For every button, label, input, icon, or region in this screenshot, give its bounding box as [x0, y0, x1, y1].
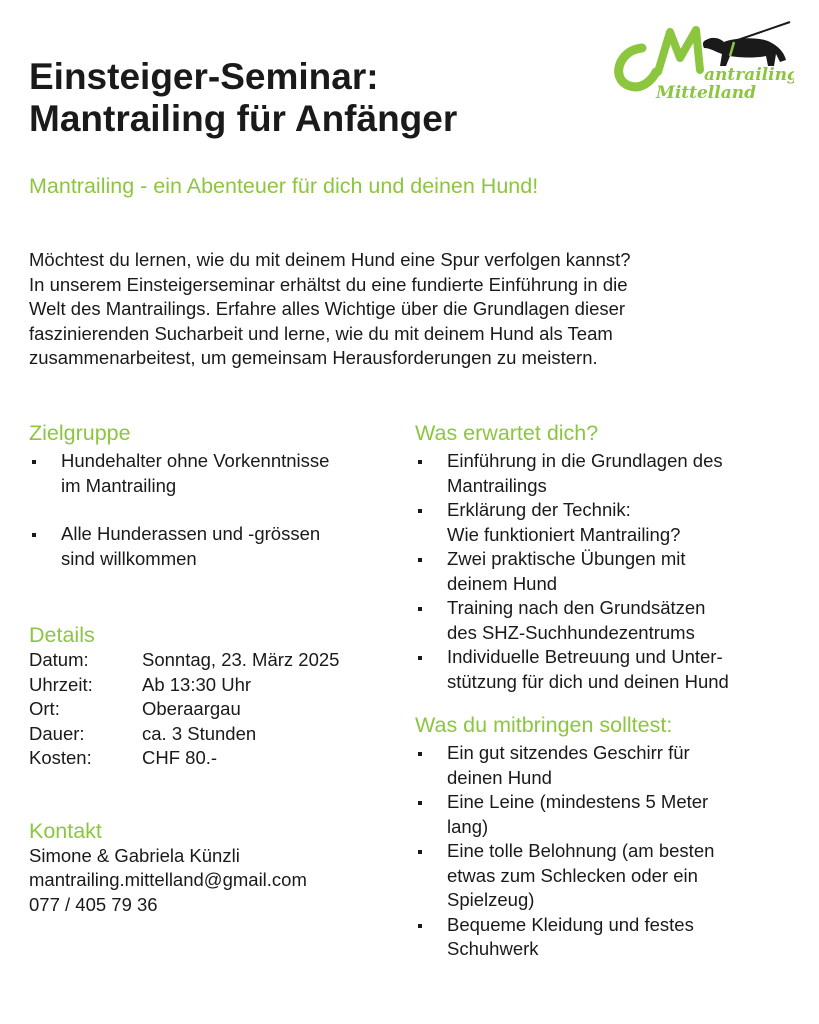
svg-text:Mittelland: Mittelland [656, 83, 756, 102]
list-item-line: Alle Hunderassen und -grössen [61, 523, 321, 544]
list-item-line: Spielzeug) [447, 889, 535, 910]
detail-value: Sonntag, 23. März 2025 [142, 649, 340, 670]
details-heading: Details [29, 623, 95, 647]
mitbringen-heading: Was du mitbringen solltest: [415, 713, 673, 737]
contact-phone[interactable]: 077 / 405 79 36 [29, 893, 158, 915]
list-item-line: des SHZ-Suchhundezentrums [447, 621, 695, 643]
list-item-line: Erklärung der Technik: [447, 499, 631, 520]
list-item [415, 741, 795, 790]
list-item-line: etwas zum Schlecken oder ein [447, 864, 698, 886]
detail-value: ca. 3 Stunden [142, 722, 257, 744]
erwartet-list [415, 449, 795, 694]
list-item-line: deinen Hund [447, 766, 552, 788]
intro-line: faszinierenden Sucharbeit und lerne, wie du mit deinem Hund als Team [29, 322, 613, 344]
table-row [29, 648, 339, 673]
detail-value: CHF 80.- [142, 747, 218, 768]
mantrailing-logo-icon [608, 18, 794, 102]
list-item [415, 790, 795, 839]
table-row [29, 673, 339, 698]
list-item [415, 596, 795, 645]
details-table [29, 648, 339, 771]
intro-line: Welt des Mantrailings. Erfahre alles Wichtige über die Grundlagen dieser [29, 298, 626, 319]
list-item-line: stützung für dich und deinen Hund [447, 670, 729, 692]
list-item-line: sind willkommen [61, 547, 197, 569]
left-column [29, 420, 389, 917]
detail-label: Uhrzeit: [29, 673, 93, 695]
list-item-line: Individuelle Betreuung und Unter- [447, 646, 723, 667]
erwartet-heading: Was erwartet dich? [415, 421, 599, 445]
title-line-2: Mantrailing für Anfänger [29, 98, 458, 139]
list-item [415, 839, 795, 913]
detail-label: Ort: [29, 698, 60, 719]
detail-label: Dauer: [29, 722, 85, 744]
list-item-line: deinem Hund [447, 572, 558, 594]
contact-email[interactable]: mantrailing.mittelland@gmail.com [29, 869, 307, 890]
svg-text:antrailing: antrailing [704, 65, 794, 85]
list-item-line: Eine Leine (mindestens 5 Meter [447, 791, 709, 812]
list-item-line: Wie funktioniert Mantrailing? [447, 523, 681, 545]
list-item-line: Einführung in die Grundlagen des [447, 450, 723, 471]
list-item-line: lang) [447, 815, 489, 837]
table-row [29, 722, 339, 747]
detail-value: Oberaargau [142, 698, 241, 719]
list-item-line: Schuhwerk [447, 938, 539, 959]
list-item-line: Ein gut sitzendes Geschirr für [447, 742, 690, 763]
list-item [415, 913, 795, 962]
detail-label: Datum: [29, 649, 89, 670]
intro-line: zusammenarbeitest, um gemeinsam Herausforderungen zu meistern. [29, 347, 598, 368]
list-item [415, 547, 795, 596]
page-title [29, 56, 457, 140]
list-item-line: Eine tolle Belohnung (am besten [447, 840, 715, 861]
zielgruppe-list [29, 449, 389, 571]
table-row [29, 697, 339, 722]
list-item [415, 645, 795, 694]
list-item [29, 449, 389, 498]
kontakt-heading: Kontakt [29, 818, 102, 843]
contact-name: Simone & Gabriela Künzli [29, 844, 240, 866]
list-item-line: Hundehalter ohne Vorkenntnisse [61, 450, 330, 471]
list-item [29, 522, 389, 571]
subtitle: Mantrailing - ein Abenteuer für dich und deinen Hund! [29, 174, 539, 198]
list-item-line: Zwei praktische Übungen mit [447, 548, 686, 569]
right-column [415, 420, 795, 962]
intro-line: In unserem Einsteigerseminar erhältst du eine fundierte Einführung in die [29, 273, 628, 295]
mitbringen-list [415, 741, 795, 962]
zielgruppe-heading: Zielgruppe [29, 421, 131, 445]
list-item-line: im Mantrailing [61, 474, 177, 496]
table-row [29, 746, 339, 771]
intro-paragraph [29, 248, 799, 371]
logo [608, 18, 794, 102]
list-item-line: Bequeme Kleidung und festes [447, 913, 694, 935]
list-item-line: Training nach den Grundsätzen [447, 597, 706, 618]
intro-line: Möchtest du lernen, wie du mit deinem Hund eine Spur verfolgen kannst? [29, 249, 631, 270]
list-item-line: Mantrailings [447, 474, 547, 496]
detail-value: Ab 13:30 Uhr [142, 673, 252, 695]
list-item [415, 449, 795, 498]
list-item [415, 498, 795, 547]
title-line-1: Einsteiger-Seminar: [29, 56, 379, 97]
detail-label: Kosten: [29, 747, 92, 768]
